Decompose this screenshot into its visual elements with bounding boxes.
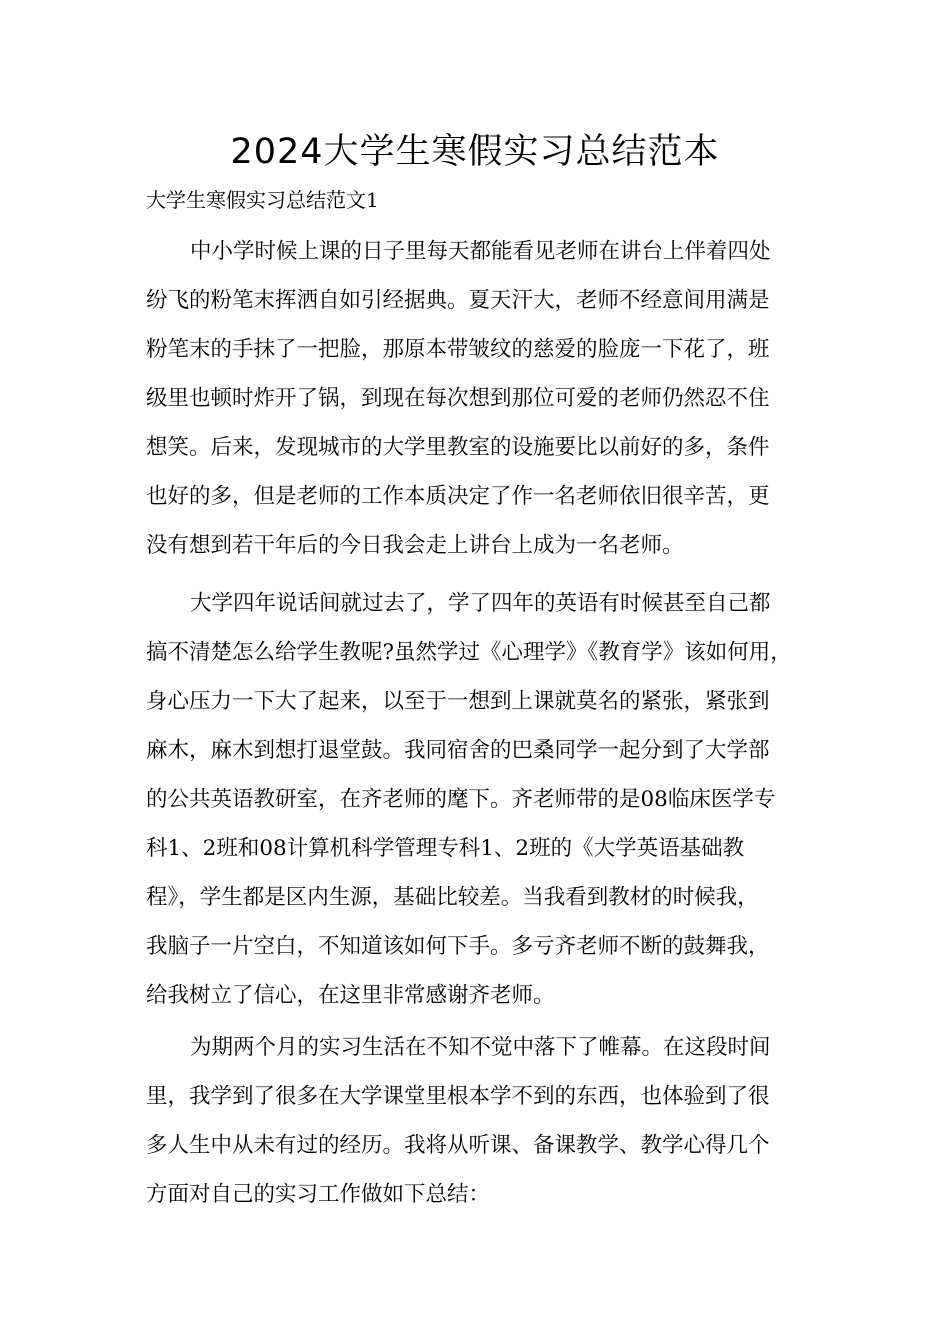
paragraph-line: 粉笔末的手抹了一把脸，那原本带皱纹的慈爱的脸庞一下花了，班 [146, 337, 770, 362]
paragraph-line: 多人生中从未有过的经历。我将从听课、备课教学、教学心得几个 [146, 1133, 770, 1158]
paragraph-line: 方面对自己的实习工作做如下总结： [146, 1182, 491, 1207]
document-title: 2024大学生寒假实习总结范本 [230, 132, 720, 172]
paragraph-line: 大学四年说话间就过去了，学了四年的英语有时候甚至自己都 [190, 591, 771, 616]
document-subtitle: 大学生寒假实习总结范文1 [146, 188, 379, 212]
paragraph-line: 我脑子一片空白，不知道该如何下手。多亏齐老师不断的鼓舞我， [146, 934, 770, 959]
paragraph-line: 的公共英语教研室，在齐老师的麾下。齐老师带的是08临床医学专 [146, 787, 776, 812]
paragraph-line: 也好的多，但是老师的工作本质决定了作一名老师依旧很辛苦，更 [146, 484, 770, 509]
paragraph-line: 麻木，麻木到想打退堂鼓。我同宿舍的巴桑同学一起分到了大学部 [146, 738, 770, 763]
paragraph-line: 没有想到若干年后的今日我会走上讲台上成为一名老师。 [146, 533, 684, 558]
paragraph-line: 身心压力一下大了起来，以至于一想到上课就莫名的紧张，紧张到 [146, 689, 770, 714]
paragraph-line: 想笑。后来，发现城市的大学里教室的设施要比以前好的多，条件 [146, 435, 770, 460]
paragraph-line: 级里也顿时炸开了锅，到现在每次想到那位可爱的老师仍然忍不住 [146, 386, 770, 411]
paragraph-line: 里，我学到了很多在大学课堂里根本学不到的东西，也体验到了很 [146, 1084, 770, 1109]
paragraph-2 [146, 579, 810, 1020]
paragraph-line: 科1、2班和08计算机科学管理专科1、2班的《大学英语基础教 [146, 836, 745, 861]
paragraph-line: 给我树立了信心，在这里非常感谢齐老师。 [146, 983, 555, 1008]
paragraph-line: 纷飞的粉笔末挥洒自如引经据典。夏天汗大，老师不经意间用满是 [146, 288, 770, 313]
paragraph-line: 为期两个月的实习生活在不知不觉中落下了帷幕。在这段时间 [190, 1035, 771, 1060]
paragraph-line: 搞不清楚怎么给学生教呢?虽然学过《心理学》《教育学》该如何用， [146, 640, 792, 665]
paragraph-1 [146, 227, 810, 570]
paragraph-line: 程》，学生都是区内生源，基础比较差。当我看到教材的时候我， [146, 885, 759, 910]
paragraph-line: 中小学时候上课的日子里每天都能看见老师在讲台上伴着四处 [190, 239, 771, 264]
paragraph-3 [146, 1023, 810, 1219]
